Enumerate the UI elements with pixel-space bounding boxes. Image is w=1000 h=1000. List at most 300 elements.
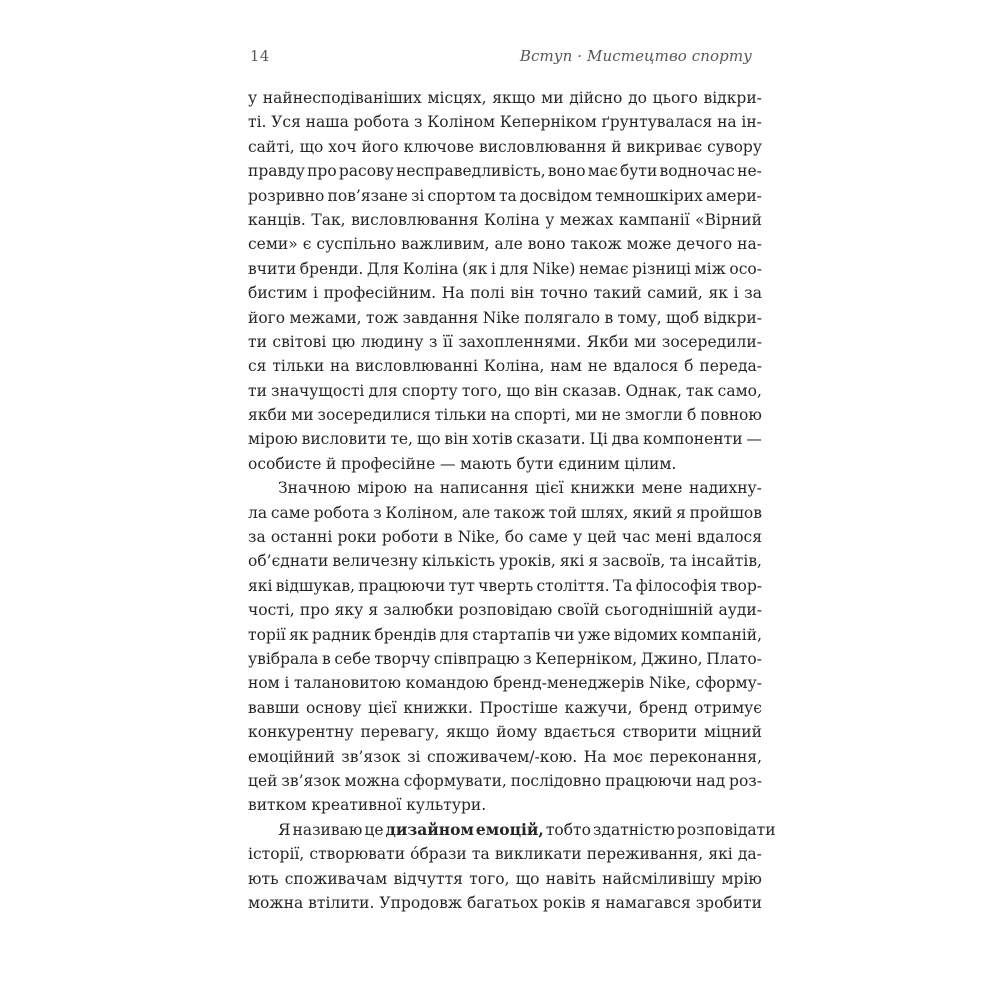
word: тому, bbox=[617, 308, 662, 327]
word: «Вірний bbox=[695, 210, 762, 229]
text-line bbox=[248, 867, 762, 891]
word: себе bbox=[334, 649, 371, 668]
word: в bbox=[604, 308, 614, 327]
word: щоб bbox=[666, 308, 700, 327]
word: полі bbox=[470, 284, 505, 303]
word: Однак, bbox=[625, 381, 682, 400]
word: якщо bbox=[492, 89, 536, 107]
word: своїй bbox=[557, 601, 600, 620]
word: вдається bbox=[544, 723, 616, 742]
word: з bbox=[523, 649, 532, 668]
word: межах bbox=[559, 210, 614, 229]
word: в bbox=[322, 649, 331, 668]
word: перевагу, bbox=[360, 723, 440, 742]
word: увібрала bbox=[248, 649, 319, 668]
word: сьогоднішній bbox=[604, 601, 714, 620]
word: залюбки bbox=[383, 601, 454, 620]
word: немає bbox=[579, 259, 629, 278]
word: споживачем/-кою. bbox=[426, 747, 578, 766]
word: темношкірих bbox=[595, 186, 703, 205]
running-header bbox=[250, 47, 752, 65]
word: якби bbox=[248, 406, 288, 425]
word: для bbox=[368, 381, 398, 400]
word: що bbox=[506, 381, 531, 400]
text-line bbox=[248, 184, 762, 208]
text-line bbox=[248, 379, 762, 403]
word: я bbox=[368, 601, 379, 620]
word: за bbox=[744, 284, 762, 303]
word: осо- bbox=[729, 259, 762, 278]
word: витком bbox=[248, 796, 307, 815]
word: зосередилися bbox=[317, 406, 431, 425]
word: кампанії bbox=[618, 210, 690, 229]
word: тільки bbox=[272, 357, 325, 376]
word: тільки bbox=[434, 406, 487, 425]
word: я bbox=[676, 503, 686, 522]
word: ми bbox=[291, 406, 314, 425]
word: кількість bbox=[421, 552, 496, 571]
running-head-title: Вступ · Мистецтво спорту bbox=[519, 47, 752, 65]
word: бути bbox=[619, 162, 658, 181]
word: століття. bbox=[536, 576, 610, 595]
word: для bbox=[439, 625, 469, 644]
word: Nike, bbox=[457, 528, 500, 547]
word: світові bbox=[272, 332, 327, 351]
word: працюючи bbox=[605, 771, 693, 790]
word: бо bbox=[504, 528, 524, 547]
word: твор- bbox=[720, 576, 762, 595]
word: того, bbox=[469, 869, 510, 888]
word: не- bbox=[737, 162, 762, 181]
word: основу bbox=[306, 698, 362, 717]
word: історії, bbox=[248, 845, 305, 864]
word: ми bbox=[574, 406, 598, 425]
word: може bbox=[626, 235, 672, 254]
word: уже bbox=[577, 625, 611, 644]
word: сказав. bbox=[562, 381, 622, 400]
word: створювати bbox=[309, 845, 406, 864]
word: відомих bbox=[613, 625, 678, 644]
word: для bbox=[499, 259, 529, 278]
text-line bbox=[248, 891, 762, 915]
text-line bbox=[248, 501, 762, 525]
word: зі bbox=[407, 747, 421, 766]
word: спортом bbox=[427, 186, 496, 205]
word: так bbox=[686, 381, 714, 400]
word: засвоїв, bbox=[602, 552, 666, 571]
word: значущості bbox=[271, 381, 365, 400]
word: На bbox=[441, 284, 465, 303]
word: які bbox=[708, 845, 733, 864]
word: відчуття bbox=[393, 869, 463, 888]
word: інсайтів, bbox=[691, 552, 762, 571]
word: творчу bbox=[374, 649, 431, 668]
word: чверть bbox=[478, 576, 534, 595]
word: між bbox=[694, 259, 726, 278]
word: співпрацю bbox=[433, 649, 520, 668]
text-line bbox=[248, 574, 762, 598]
word: працюючи bbox=[358, 576, 446, 595]
word: зв’язок bbox=[281, 771, 341, 790]
text-line bbox=[248, 598, 762, 622]
word: Кеперніком, bbox=[535, 649, 638, 668]
word: б bbox=[686, 406, 697, 425]
word: з bbox=[373, 503, 382, 522]
text-line bbox=[248, 549, 762, 573]
word: у bbox=[248, 89, 258, 107]
word: розповідаю bbox=[458, 601, 553, 620]
word: різниці bbox=[632, 259, 691, 278]
word: (як bbox=[461, 259, 488, 278]
word: отримує bbox=[693, 698, 762, 717]
word: час bbox=[621, 528, 651, 547]
word: книжки. bbox=[403, 698, 473, 717]
word: Коліна, bbox=[483, 357, 545, 376]
word: цієї bbox=[535, 479, 564, 498]
text-line bbox=[248, 232, 762, 256]
word: це bbox=[364, 820, 384, 839]
word: сайті, bbox=[248, 137, 295, 156]
text-line bbox=[248, 525, 762, 549]
word: переконання, bbox=[649, 747, 762, 766]
word: який bbox=[632, 503, 673, 522]
word: ауди- bbox=[718, 601, 762, 620]
word: завдання bbox=[402, 308, 479, 327]
word: в bbox=[443, 528, 453, 547]
word: навіть bbox=[545, 869, 596, 888]
word: я bbox=[590, 893, 601, 912]
paragraph bbox=[248, 476, 762, 817]
text-line bbox=[248, 793, 762, 817]
word: якщо bbox=[446, 723, 490, 742]
word: правду bbox=[248, 162, 305, 181]
word: величезну bbox=[332, 552, 418, 571]
word: її bbox=[442, 332, 453, 351]
word: само, bbox=[717, 381, 762, 400]
word: мене bbox=[641, 479, 683, 498]
word: робота bbox=[313, 503, 370, 522]
word: зі bbox=[410, 186, 425, 205]
word: мірою bbox=[357, 479, 408, 498]
word: висловлювання bbox=[478, 137, 607, 156]
word: водночас bbox=[659, 162, 735, 181]
word: уроків, bbox=[499, 552, 556, 571]
word: Простіше bbox=[479, 698, 559, 717]
word: вчити bbox=[248, 259, 297, 278]
word: він bbox=[534, 381, 559, 400]
text-column bbox=[248, 86, 776, 915]
word: також bbox=[493, 503, 546, 522]
word: та bbox=[498, 186, 517, 205]
word: пройшов bbox=[689, 503, 762, 522]
word: ін- bbox=[741, 113, 762, 132]
word: шлях, bbox=[580, 503, 629, 522]
word: сказати. bbox=[516, 430, 586, 449]
word: саме bbox=[528, 528, 568, 547]
bold-word: емоцій, bbox=[475, 819, 544, 839]
word: до bbox=[628, 89, 647, 107]
word: на bbox=[717, 113, 737, 132]
word: талановитою bbox=[293, 674, 402, 693]
word: висловлювання bbox=[351, 210, 479, 229]
word: які bbox=[559, 552, 585, 571]
text-line bbox=[248, 452, 762, 476]
word: пов’язане bbox=[327, 186, 408, 205]
word: культури. bbox=[406, 796, 487, 815]
word: наша bbox=[305, 113, 349, 132]
word: вдалося bbox=[696, 528, 762, 547]
word: та bbox=[669, 552, 688, 571]
word: сформу- bbox=[695, 674, 762, 693]
word: створити bbox=[622, 723, 698, 742]
word: бренди. bbox=[299, 259, 364, 278]
word: у bbox=[572, 528, 583, 547]
text-line bbox=[248, 281, 762, 305]
word: яку bbox=[334, 601, 364, 620]
word: професійне bbox=[340, 454, 436, 473]
word: надихну- bbox=[689, 479, 762, 498]
word: які bbox=[248, 576, 273, 595]
word: роки bbox=[337, 528, 377, 547]
word: й bbox=[611, 137, 622, 156]
word: на bbox=[490, 406, 511, 425]
word: ють bbox=[248, 869, 279, 888]
word: чи bbox=[553, 625, 575, 644]
word: моє bbox=[612, 747, 643, 766]
word: ключове bbox=[403, 137, 475, 156]
word: Упродовж bbox=[379, 893, 463, 912]
text-line bbox=[248, 257, 762, 281]
word: досвідом bbox=[519, 186, 593, 205]
word: ти bbox=[248, 332, 267, 351]
word: на- bbox=[737, 235, 762, 254]
word: межами, bbox=[289, 308, 362, 327]
word: як bbox=[289, 625, 309, 644]
word: як bbox=[708, 284, 728, 303]
text-line bbox=[248, 427, 762, 451]
word: переживання, bbox=[586, 845, 704, 864]
word: амери- bbox=[705, 186, 762, 205]
word: але bbox=[494, 235, 523, 254]
word: книжки bbox=[570, 479, 636, 498]
word: Та bbox=[612, 576, 633, 595]
text-line bbox=[248, 720, 762, 744]
word: тобто bbox=[545, 820, 591, 839]
word: є bbox=[302, 235, 312, 254]
word: про bbox=[307, 162, 337, 181]
word: змогли bbox=[624, 406, 683, 425]
word: його bbox=[361, 137, 399, 156]
word: за bbox=[248, 528, 266, 547]
text-line bbox=[248, 86, 762, 110]
word: висловлюванні bbox=[355, 357, 478, 376]
word: ми bbox=[634, 332, 657, 351]
text-line bbox=[248, 330, 762, 354]
word: полягало bbox=[524, 308, 601, 327]
word: важливим, bbox=[401, 235, 490, 254]
word: Для bbox=[366, 259, 400, 278]
word: з bbox=[414, 113, 423, 132]
word: чості, bbox=[248, 601, 295, 620]
word: самий, bbox=[647, 284, 703, 303]
word: спорті, bbox=[514, 406, 571, 425]
word: суспільно bbox=[316, 235, 397, 254]
text-line bbox=[248, 159, 762, 183]
text-line bbox=[248, 135, 762, 159]
word: цілим. bbox=[624, 454, 677, 473]
word: втілити. bbox=[308, 893, 375, 912]
word: на bbox=[413, 479, 434, 498]
word: повною bbox=[700, 406, 762, 425]
word: Я bbox=[278, 820, 291, 839]
word: переда- bbox=[699, 357, 762, 376]
word: не bbox=[587, 357, 608, 376]
word: Якби bbox=[586, 332, 629, 351]
word: Кеперніком bbox=[499, 113, 597, 132]
word: стартапів bbox=[472, 625, 551, 644]
word: воно bbox=[527, 235, 566, 254]
word: але bbox=[461, 503, 491, 522]
word: цей bbox=[248, 771, 278, 790]
word: роз- bbox=[729, 771, 762, 790]
word: і bbox=[491, 259, 497, 278]
word: багатьох bbox=[467, 893, 539, 912]
word: людину bbox=[360, 332, 424, 351]
word: написання bbox=[439, 479, 529, 498]
text-line bbox=[248, 818, 776, 842]
word: й bbox=[326, 454, 337, 473]
word: має bbox=[587, 162, 618, 181]
word: мені bbox=[655, 528, 692, 547]
word: кажучи, bbox=[564, 698, 633, 717]
text-line bbox=[248, 110, 762, 134]
word: тут bbox=[448, 576, 475, 595]
word: спорту bbox=[401, 381, 458, 400]
word: він bbox=[510, 284, 535, 303]
word: ся bbox=[248, 357, 267, 376]
word: на bbox=[330, 357, 350, 376]
word: Nike) bbox=[532, 259, 576, 278]
word: місцях, bbox=[427, 89, 487, 107]
word: найсміливішу bbox=[602, 869, 716, 888]
word: і bbox=[284, 674, 290, 693]
word: Nike bbox=[482, 308, 520, 327]
word: расову bbox=[338, 162, 394, 181]
word: найнесподіваніших bbox=[262, 89, 422, 107]
word: саме bbox=[270, 503, 310, 522]
word: цю bbox=[331, 332, 356, 351]
word: сформувати, bbox=[403, 771, 507, 790]
word: креативної bbox=[311, 796, 402, 815]
word: цієї bbox=[368, 698, 397, 717]
word: міцний bbox=[704, 723, 762, 742]
word: особисте bbox=[248, 454, 322, 473]
word: зосередили- bbox=[661, 332, 762, 351]
word: ті. bbox=[248, 113, 267, 132]
word: Джино, bbox=[640, 649, 703, 668]
word: б bbox=[684, 357, 694, 376]
word: да- bbox=[737, 845, 762, 864]
word: Так, bbox=[311, 210, 346, 229]
word: ми bbox=[541, 89, 564, 107]
paragraph bbox=[248, 86, 762, 476]
word: Ці bbox=[589, 430, 608, 449]
word: зв’язок bbox=[341, 747, 401, 766]
word: хоч bbox=[328, 137, 357, 156]
word: років bbox=[543, 893, 586, 912]
word: дечого bbox=[676, 235, 733, 254]
text-line bbox=[248, 647, 762, 671]
word: ном bbox=[248, 674, 280, 693]
word: з bbox=[428, 332, 438, 351]
text-line bbox=[248, 671, 762, 695]
word: робота bbox=[353, 113, 410, 132]
word: сувору bbox=[707, 137, 762, 156]
word: хотів bbox=[472, 430, 513, 449]
word: Коліна bbox=[402, 259, 459, 278]
word: ла bbox=[248, 503, 268, 522]
word: о́брази bbox=[410, 845, 467, 864]
word: роботи bbox=[381, 528, 439, 547]
word: також bbox=[570, 235, 622, 254]
word: розповідати bbox=[676, 820, 776, 839]
word: — bbox=[746, 430, 762, 449]
word: викриває bbox=[626, 137, 703, 156]
word: у bbox=[545, 210, 555, 229]
word: бути bbox=[516, 454, 554, 473]
word: і bbox=[733, 284, 739, 303]
text-line bbox=[248, 696, 762, 720]
word: називаю bbox=[292, 820, 363, 839]
word: споживачам bbox=[284, 869, 388, 888]
word: емоційний bbox=[248, 747, 335, 766]
word: Плато- bbox=[706, 649, 762, 668]
word: радник bbox=[311, 625, 371, 644]
word: та bbox=[471, 845, 490, 864]
text-line bbox=[248, 403, 762, 427]
word: Уся bbox=[271, 113, 301, 132]
word: над bbox=[696, 771, 726, 790]
word: ґрунтувалася bbox=[601, 113, 713, 132]
word: Коліном bbox=[427, 113, 496, 132]
word: того, bbox=[461, 381, 503, 400]
word: бренд-менеджерів bbox=[493, 674, 645, 693]
word: професійним. bbox=[323, 284, 437, 303]
word: він bbox=[444, 430, 469, 449]
text-line bbox=[248, 769, 762, 793]
word: викликати bbox=[494, 845, 582, 864]
word: єдиним bbox=[558, 454, 620, 473]
word: я bbox=[588, 552, 599, 571]
word: Коліном, bbox=[385, 503, 459, 522]
text-line bbox=[248, 745, 762, 769]
word: Nike, bbox=[648, 674, 691, 693]
text-line bbox=[248, 623, 762, 647]
word: такий bbox=[593, 284, 642, 303]
word: вавши bbox=[248, 698, 300, 717]
word: канців. bbox=[248, 210, 306, 229]
word: відкри- bbox=[703, 89, 762, 107]
word: можна bbox=[344, 771, 400, 790]
word: Значною bbox=[278, 479, 351, 498]
word: цей bbox=[587, 528, 617, 547]
word: висловити bbox=[301, 430, 387, 449]
word: компоненти bbox=[643, 430, 743, 449]
text-line bbox=[248, 476, 762, 500]
word: що bbox=[515, 869, 540, 888]
word: вдалося bbox=[613, 357, 679, 376]
word: зробити bbox=[695, 893, 762, 912]
